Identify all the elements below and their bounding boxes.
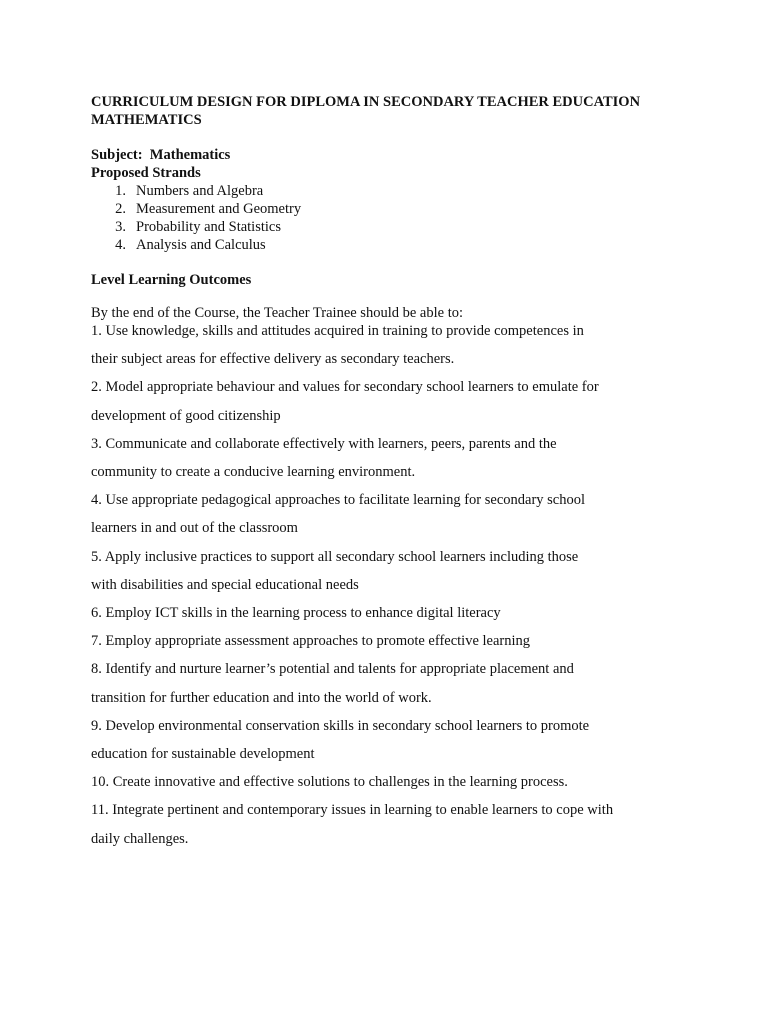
strands-list: [91, 182, 691, 254]
outcome-line: development of good citizenship: [91, 407, 281, 424]
outcome-line: 10. Create innovative and effective solutions to challenges in the learning process.: [91, 774, 568, 791]
strand-number: 1.: [115, 183, 126, 199]
outcome-line: 8. Identify and nurture learner’s potential and talents for appropriate placement and: [91, 661, 574, 678]
strand-item: [91, 182, 691, 200]
outcome-line: 6. Employ ICT skills in the learning process to enhance digital literacy: [91, 605, 501, 622]
subject-line: Subject: Mathematics: [91, 147, 231, 163]
outcome-line: daily challenges.: [91, 830, 189, 847]
strand-label: Measurement and Geometry: [136, 201, 302, 217]
outcomes-list: [91, 317, 691, 853]
outcome-line: education for sustainable development: [91, 746, 315, 763]
outcome-line: 5. Apply inclusive practices to support all secondary school learners including those: [91, 548, 579, 565]
strand-item: [91, 236, 691, 254]
outcome-line: with disabilities and special educational needs: [91, 576, 359, 593]
outcome-line: 11. Integrate pertinent and contemporary issues in learning to enable learners to cope with: [91, 802, 614, 819]
outcome-line: 3. Communicate and collaborate effectively with learners, peers, parents and the: [91, 435, 557, 452]
outcome-line: transition for further education and into the world of work.: [91, 689, 432, 706]
document-title-line: MATHEMATICS: [91, 112, 202, 128]
document-title: [91, 93, 691, 129]
document-body: [91, 93, 691, 853]
outcome-line: 9. Develop environmental conservation skills in secondary school learners to promote: [91, 717, 590, 734]
strand-number: 2.: [115, 201, 126, 217]
strand-item: [91, 218, 691, 236]
strands-heading: Proposed Strands: [91, 165, 201, 181]
strand-label: Numbers and Algebra: [136, 183, 264, 199]
strand-item: [91, 200, 691, 218]
strand-label: Probability and Statistics: [136, 219, 281, 235]
document-title-line: CURRICULUM DESIGN FOR DIPLOMA IN SECONDARY TEACHER EDUCATION: [91, 94, 641, 110]
outcomes-heading: Level Learning Outcomes: [91, 272, 252, 288]
outcome-line: 2. Model appropriate behaviour and values for secondary school learners to emulate for: [91, 379, 599, 396]
outcome-line: 1. Use knowledge, skills and attitudes acquired in training to provide competences in: [91, 323, 584, 339]
outcome-line: 4. Use appropriate pedagogical approaches to facilitate learning for secondary school: [91, 492, 586, 509]
outcome-line: their subject areas for effective delivery as secondary teachers.: [91, 351, 455, 368]
outcome-line: learners in and out of the classroom: [91, 520, 298, 537]
outcome-line: 7. Employ appropriate assessment approaches to promote effective learning: [91, 633, 531, 650]
strand-number: 3.: [115, 219, 126, 235]
strand-number: 4.: [115, 237, 126, 253]
outcomes-intro: By the end of the Course, the Teacher Trainee should be able to:: [91, 305, 464, 321]
outcome-line: community to create a conducive learning environment.: [91, 464, 416, 481]
strand-label: Analysis and Calculus: [136, 237, 266, 253]
